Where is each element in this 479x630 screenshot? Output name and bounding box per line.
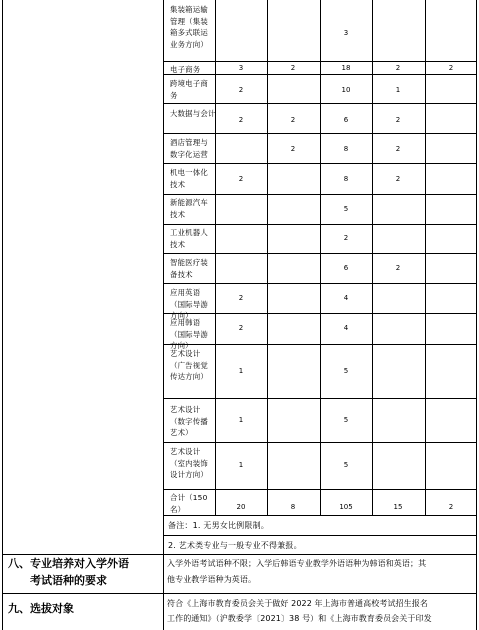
major-name: 艺术设计（室内装饰设计方向） xyxy=(170,447,208,479)
table-cell: 2 xyxy=(395,116,401,124)
row-divider xyxy=(163,442,477,443)
table-cell: 2 xyxy=(395,175,401,183)
table-column-divider xyxy=(320,0,321,515)
table-cell: 4 xyxy=(343,294,349,302)
table-cell: 1 xyxy=(238,461,244,469)
major-name: 酒店管理与数字化运营 xyxy=(170,138,208,159)
section-divider xyxy=(2,593,477,594)
table-cell: 1 xyxy=(395,86,401,94)
row-divider xyxy=(163,515,477,516)
table-cell: 2 xyxy=(395,64,401,72)
row-divider xyxy=(163,163,477,164)
table-cell: 10 xyxy=(341,86,351,94)
row-divider xyxy=(163,398,477,399)
total-cell: 8 xyxy=(290,503,296,511)
table-cell: 2 xyxy=(395,145,401,153)
section-divider xyxy=(2,554,477,555)
table-note: 备注：1. 无男女比例限制。 xyxy=(168,521,269,530)
major-name: 新能源汽车技术 xyxy=(170,198,208,219)
table-cell: 3 xyxy=(343,29,349,37)
table-column-divider xyxy=(215,0,216,515)
table-cell: 2 xyxy=(290,116,296,124)
total-cell: 20 xyxy=(236,503,246,511)
row-divider xyxy=(163,103,477,104)
section-8-title: 考试语种的要求 xyxy=(30,574,107,587)
row-divider xyxy=(163,133,477,134)
section-8-text: 入学外语考试语种不限；入学后韩语专业教学外语语种为韩语和英语；其 xyxy=(167,559,427,568)
table-cell: 2 xyxy=(395,264,401,272)
table-note: 2. 艺术类专业与一般专业不得兼报。 xyxy=(168,541,302,550)
table-cell: 5 xyxy=(343,416,349,424)
major-name: 机电一体化技术 xyxy=(170,168,208,189)
section-8-text: 他专业教学语种为英语。 xyxy=(167,575,257,584)
table-cell: 6 xyxy=(343,116,349,124)
major-name: 应用英语（国际导游方向） xyxy=(170,288,208,320)
table-cell: 2 xyxy=(238,175,244,183)
table-cell: 3 xyxy=(238,64,244,72)
table-column-divider xyxy=(425,0,426,515)
section-8-title: 八、专业培养对入学外语 xyxy=(8,557,129,570)
table-cell: 2 xyxy=(448,64,454,72)
table-cell: 2 xyxy=(238,116,244,124)
table-cell: 5 xyxy=(343,205,349,213)
total-cell: 15 xyxy=(393,503,403,511)
table-column-divider xyxy=(267,0,268,515)
major-name: 大数据与会计 xyxy=(170,109,216,118)
table-cell: 2 xyxy=(238,86,244,94)
table-cell: 4 xyxy=(343,324,349,332)
major-name: 应用韩语（国际导游方向） xyxy=(170,318,208,350)
row-divider xyxy=(163,194,477,195)
major-name: 艺术设计（广告视觉传达方向） xyxy=(170,349,208,381)
table-cell: 8 xyxy=(343,145,349,153)
major-name: 集装箱运输管理（集装箱多式联运业务方向） xyxy=(170,5,208,49)
table-cell: 5 xyxy=(343,367,349,375)
table-cell: 18 xyxy=(341,64,351,72)
major-name: 工业机器人技术 xyxy=(170,228,208,249)
table-cell: 6 xyxy=(343,264,349,272)
total-cell: 2 xyxy=(448,503,454,511)
table-cell: 1 xyxy=(238,367,244,375)
table-cell: 8 xyxy=(343,175,349,183)
table-cell: 1 xyxy=(238,416,244,424)
major-name: 电子商务 xyxy=(170,65,201,74)
section-9-text: 工作的通知》（沪教委学〔2021〕38 号）和《上海市教育委员会关于印发 xyxy=(167,614,432,623)
major-name: 智能医疗装备技术 xyxy=(170,258,208,279)
row-divider xyxy=(163,535,477,536)
row-divider xyxy=(163,283,477,284)
row-divider xyxy=(163,61,477,62)
table-border-left xyxy=(2,0,3,630)
table-cell: 2 xyxy=(238,294,244,302)
row-divider xyxy=(163,224,477,225)
table-cell: 2 xyxy=(290,145,296,153)
table-cell: 2 xyxy=(290,64,296,72)
table-column-divider xyxy=(372,0,373,515)
table-cell: 2 xyxy=(343,234,349,242)
table-cell: 2 xyxy=(238,324,244,332)
major-name: 跨境电子商务 xyxy=(170,79,208,100)
total-cell: 105 xyxy=(339,503,353,511)
section-9-text: 符合《上海市教育委员会关于做好 2022 年上海市普通高校考试招生报名 xyxy=(167,599,428,608)
major-name: 合计（150名） xyxy=(170,493,208,514)
row-divider xyxy=(163,253,477,254)
row-divider xyxy=(163,489,477,490)
section-9-title: 九、选拔对象 xyxy=(8,602,74,615)
table-cell: 5 xyxy=(343,461,349,469)
major-name: 艺术设计（数字传播艺术） xyxy=(170,405,208,437)
